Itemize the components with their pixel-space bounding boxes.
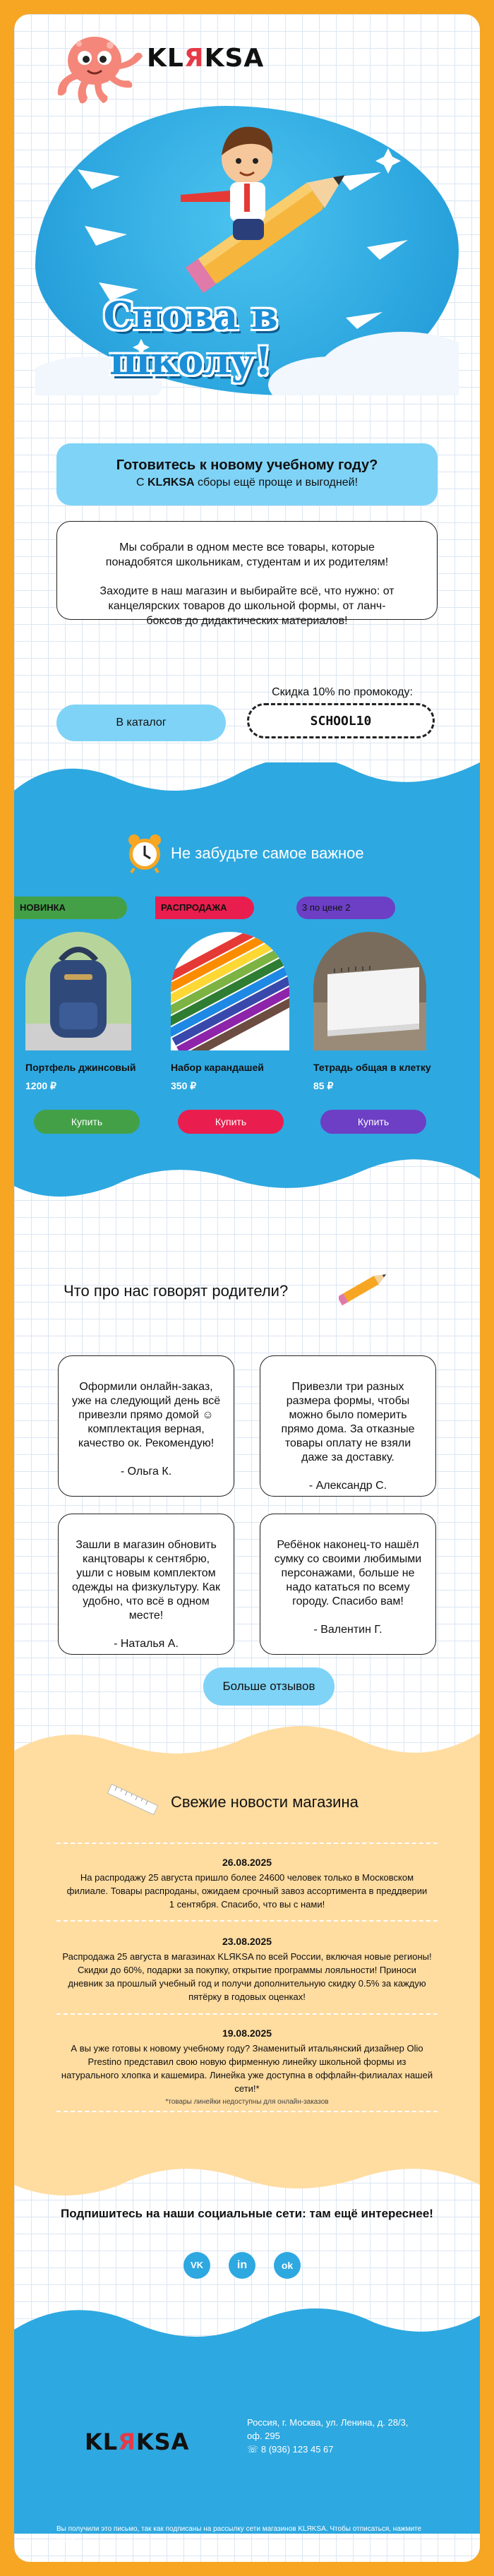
brand-logo[interactable] <box>147 44 264 73</box>
hero-title <box>85 293 296 383</box>
about-paragraph: Заходите в наш магазин и выбирайте всё, что нужно: от канцелярских товаров до школьной формы, от ланч-боксов до дидактических материалов! <box>100 585 394 627</box>
review-card <box>260 1514 436 1655</box>
footer-address: Россия, г. Москва, ул. Ленина, д. 28/3, оф. 295 <box>247 2417 409 2441</box>
product-image-pencils[interactable] <box>171 932 289 1050</box>
news-date: 23.08.2025 <box>222 1936 272 1947</box>
news-text: А вы уже готовы к новому учебному году? Знаменитый итальянский дизайнер Olio Prestino представил свою новую фирменную линейку школьной формы из натурального хлопка и кашемира. Линейка уже доступна в оффлайн-филиалах нашей сети!* <box>61 2043 433 2094</box>
promo-label: Скидка 10% по промокоду: <box>272 686 413 698</box>
product-tag: РАСПРОДАЖА <box>155 897 254 919</box>
hero-title-line: Снова в <box>103 293 278 338</box>
review-author: - Ольга К. <box>120 1466 172 1478</box>
news-date: 26.08.2025 <box>222 1857 272 1868</box>
product-price: 85 ₽ <box>313 1080 334 1091</box>
vk-icon[interactable]: VK <box>183 2252 210 2279</box>
product-image-notebook[interactable] <box>313 932 426 1050</box>
review-card <box>58 1514 234 1655</box>
octopus-mascot-icon <box>51 30 150 107</box>
news-divider <box>56 1920 438 1922</box>
intro-subtitle-text: С <box>135 477 147 489</box>
news-divider <box>56 2013 438 2015</box>
unsubscribe-link[interactable]: здесь <box>56 2535 75 2543</box>
ruler-icon <box>104 1782 161 1817</box>
news-divider <box>56 2111 438 2112</box>
news-divider <box>56 1843 438 1844</box>
footer-logo[interactable] <box>85 2428 189 2455</box>
logo-text-accent: Я <box>183 44 205 73</box>
products-title: Не забудьте самое важное <box>171 844 364 862</box>
review-author: - Валентин Г. <box>313 1624 382 1636</box>
logo-text-part: KL <box>147 44 184 73</box>
more-reviews-button[interactable]: Больше отзывов <box>203 1667 335 1706</box>
footer-legal-text: Вы получили это письмо, так как подписаны на рассылку сети магазинов KLЯKSA. Чтобы отписаться, нажмите <box>56 2525 422 2533</box>
pencil-icon <box>339 1265 395 1307</box>
product-price: 350 ₽ <box>171 1080 197 1091</box>
buy-button[interactable]: Купить <box>320 1110 426 1134</box>
intro-banner <box>56 443 438 505</box>
product-name: Набор карандашей <box>171 1062 264 1073</box>
catalog-button[interactable]: В каталог <box>56 705 226 741</box>
buy-button[interactable]: Купить <box>34 1110 140 1134</box>
news-item <box>56 1857 438 1911</box>
news-item <box>56 2027 438 2109</box>
social-title: Подпишитесь на наши социальные сети: там ещё интереснее! <box>61 2207 433 2220</box>
promo-code[interactable]: SCHOOL10 <box>247 703 435 738</box>
product-tag: НОВИНКА <box>14 897 127 919</box>
about-card <box>56 521 438 627</box>
review-text: Привезли три разных размера формы, чтобы можно было померить прямо дома. За отказные товары оплату не взяли даже за доставку. <box>281 1381 415 1463</box>
news-title: Свежие новости магазина <box>171 1793 359 1811</box>
product-name: Портфель джинсовый <box>25 1062 136 1073</box>
review-card <box>260 1355 436 1497</box>
alarm-clock-icon <box>127 832 162 874</box>
news-note: *товары линейки недоступны для онлайн-заказов <box>165 2098 329 2106</box>
footer-legal <box>56 2524 423 2544</box>
logo-text-part: KL <box>85 2428 119 2455</box>
review-author: - Наталья А. <box>114 1638 179 1650</box>
email-sheet <box>14 14 480 2562</box>
review-text: Оформили онлайн-заказ, уже на следующий день всё привезли прямо домой ☺ комплектация верная, качество ок. Рекомендую! <box>71 1381 221 1449</box>
notebook-icon <box>313 932 426 1050</box>
backpack-icon <box>25 932 131 1050</box>
news-text: На распродажу 25 августа пришло более 24600 человек только в Московском филиале. Товары распроданы, ожидаем срочный завоз ассортимента в преддверии 1 сентября. Спасибо, что вы с нами! <box>66 1872 428 1910</box>
footer-contacts <box>247 2416 409 2456</box>
pencils-icon <box>171 932 289 1050</box>
odnoklassniki-icon[interactable]: ok <box>274 2252 301 2279</box>
product-tag: 3 по цене 2 <box>296 897 395 919</box>
about-paragraph: Мы собрали в одном месте все товары, которые понадобятся школьникам, студентам и их родителям! <box>105 541 389 568</box>
review-author: - Александр С. <box>308 1480 387 1492</box>
news-text: Распродажа 25 августа в магазинах KLЯKSA по всей России, включая новые регионы! Скидки до 60%, подарки за покупку, открытие программы лояльности! Приноси дневник за прошлый учебный год и получи дополнительную скидку 0.5% за каждую пятёрку в годовых оценках! <box>62 1951 432 2002</box>
product-price: 1200 ₽ <box>25 1080 56 1091</box>
review-text: Ребёнок наконец-то нашёл сумку со своими любимыми персонажами, больше не надо кататься по всему городу. Спасибо вам! <box>274 1539 422 1607</box>
hero-title-line: школу! <box>109 338 272 383</box>
logo-text-part: KSA <box>204 44 265 73</box>
news-item <box>56 1936 438 2003</box>
reviews-title: Что про нас говорят родители? <box>64 1282 289 1300</box>
product-image-backpack[interactable] <box>25 932 131 1050</box>
product-name: Тетрадь общая в клетку <box>313 1062 431 1073</box>
logo-text-accent: Я <box>118 2428 136 2455</box>
news-date: 19.08.2025 <box>222 2027 272 2039</box>
intro-heading: Готовитесь к новому учебному году? <box>116 457 378 473</box>
review-text: Зашли в магазин обновить канцтовары к сентябрю, ушли с новым комплектом одежды на физкультуру. Как удобно, что всё в одном месте! <box>71 1539 220 1622</box>
review-card <box>58 1355 234 1497</box>
intro-subtitle <box>56 477 438 489</box>
intro-subtitle-text: сборы ещё проще и выгодней! <box>194 477 359 489</box>
linkedin-icon[interactable]: in <box>229 2252 255 2279</box>
logo-text-part: KSA <box>135 2428 190 2455</box>
intro-subtitle-brand: KLЯKSA <box>147 477 195 489</box>
footer-phone[interactable]: ☏ 8 (936) 123 45 67 <box>247 2444 334 2455</box>
buy-button[interactable]: Купить <box>178 1110 284 1134</box>
